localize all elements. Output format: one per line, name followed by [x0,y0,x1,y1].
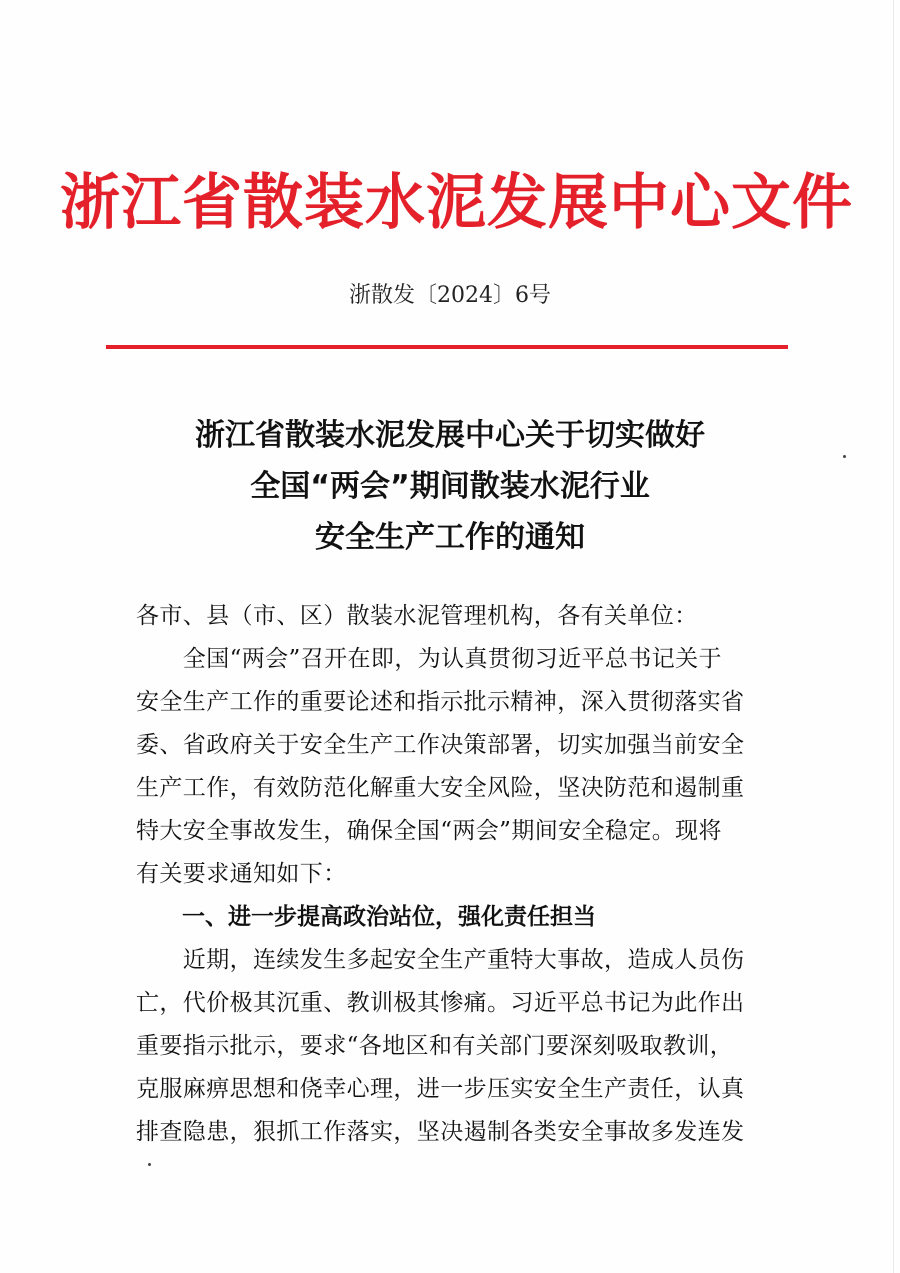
body-line: 有关要求通知如下： [136,861,347,887]
title-line: 浙江省散装水泥发展中心关于切实做好 [195,418,705,453]
title-line: 安全生产工作的通知 [315,520,585,555]
red-divider-rule [106,345,788,349]
body-line: 全国“两会”召开在即，为认真贯彻习近平总书记关于 [136,646,722,672]
body-line: 生产工作，有效防范化解重大安全风险，坚决防范和遏制重 [136,775,745,801]
body-line: 近期，连续发生多起安全生产重特大事故，造成人员伤 [136,947,745,973]
section-heading: 一、进一步提高政治站位，强化责任担当 [136,904,596,930]
body-line: 委、省政府关于安全生产工作决策部署，切实加强当前安全 [136,732,745,758]
title-line: 全国“两会”期间散装水泥行业 [250,469,650,504]
masthead-title: 浙江省散装水泥发展中心文件 [60,168,853,238]
scan-speck [148,1163,151,1166]
document-body [136,595,776,1154]
body-line: 特大安全事故发生，确保全国“两会”期间安全稳定。现将 [136,818,722,844]
body-line: 重要指示批示，要求“各地区和有关部门要深刻吸取教训， [136,1033,734,1059]
body-line: 安全生产工作的重要论述和指示批示精神，深入贯彻落实省 [136,689,745,715]
salutation: 各市、县（市、区）散装水泥管理机构，各有关单位： [136,603,698,629]
body-line: 克服麻痹思想和侥幸心理，进一步压实安全生产责任，认真 [136,1076,745,1102]
document-title [60,410,840,563]
page-edge [893,0,894,1273]
body-line: 排查隐患，狠抓工作落实，坚决遏制各类安全事故多发连发 [136,1119,745,1145]
document-number: 浙散发〔2024〕6号 [349,283,551,308]
body-line: 亡，代价极其沉重、教训极其惨痛。习近平总书记为此作出 [136,990,745,1016]
scan-speck [843,455,846,458]
